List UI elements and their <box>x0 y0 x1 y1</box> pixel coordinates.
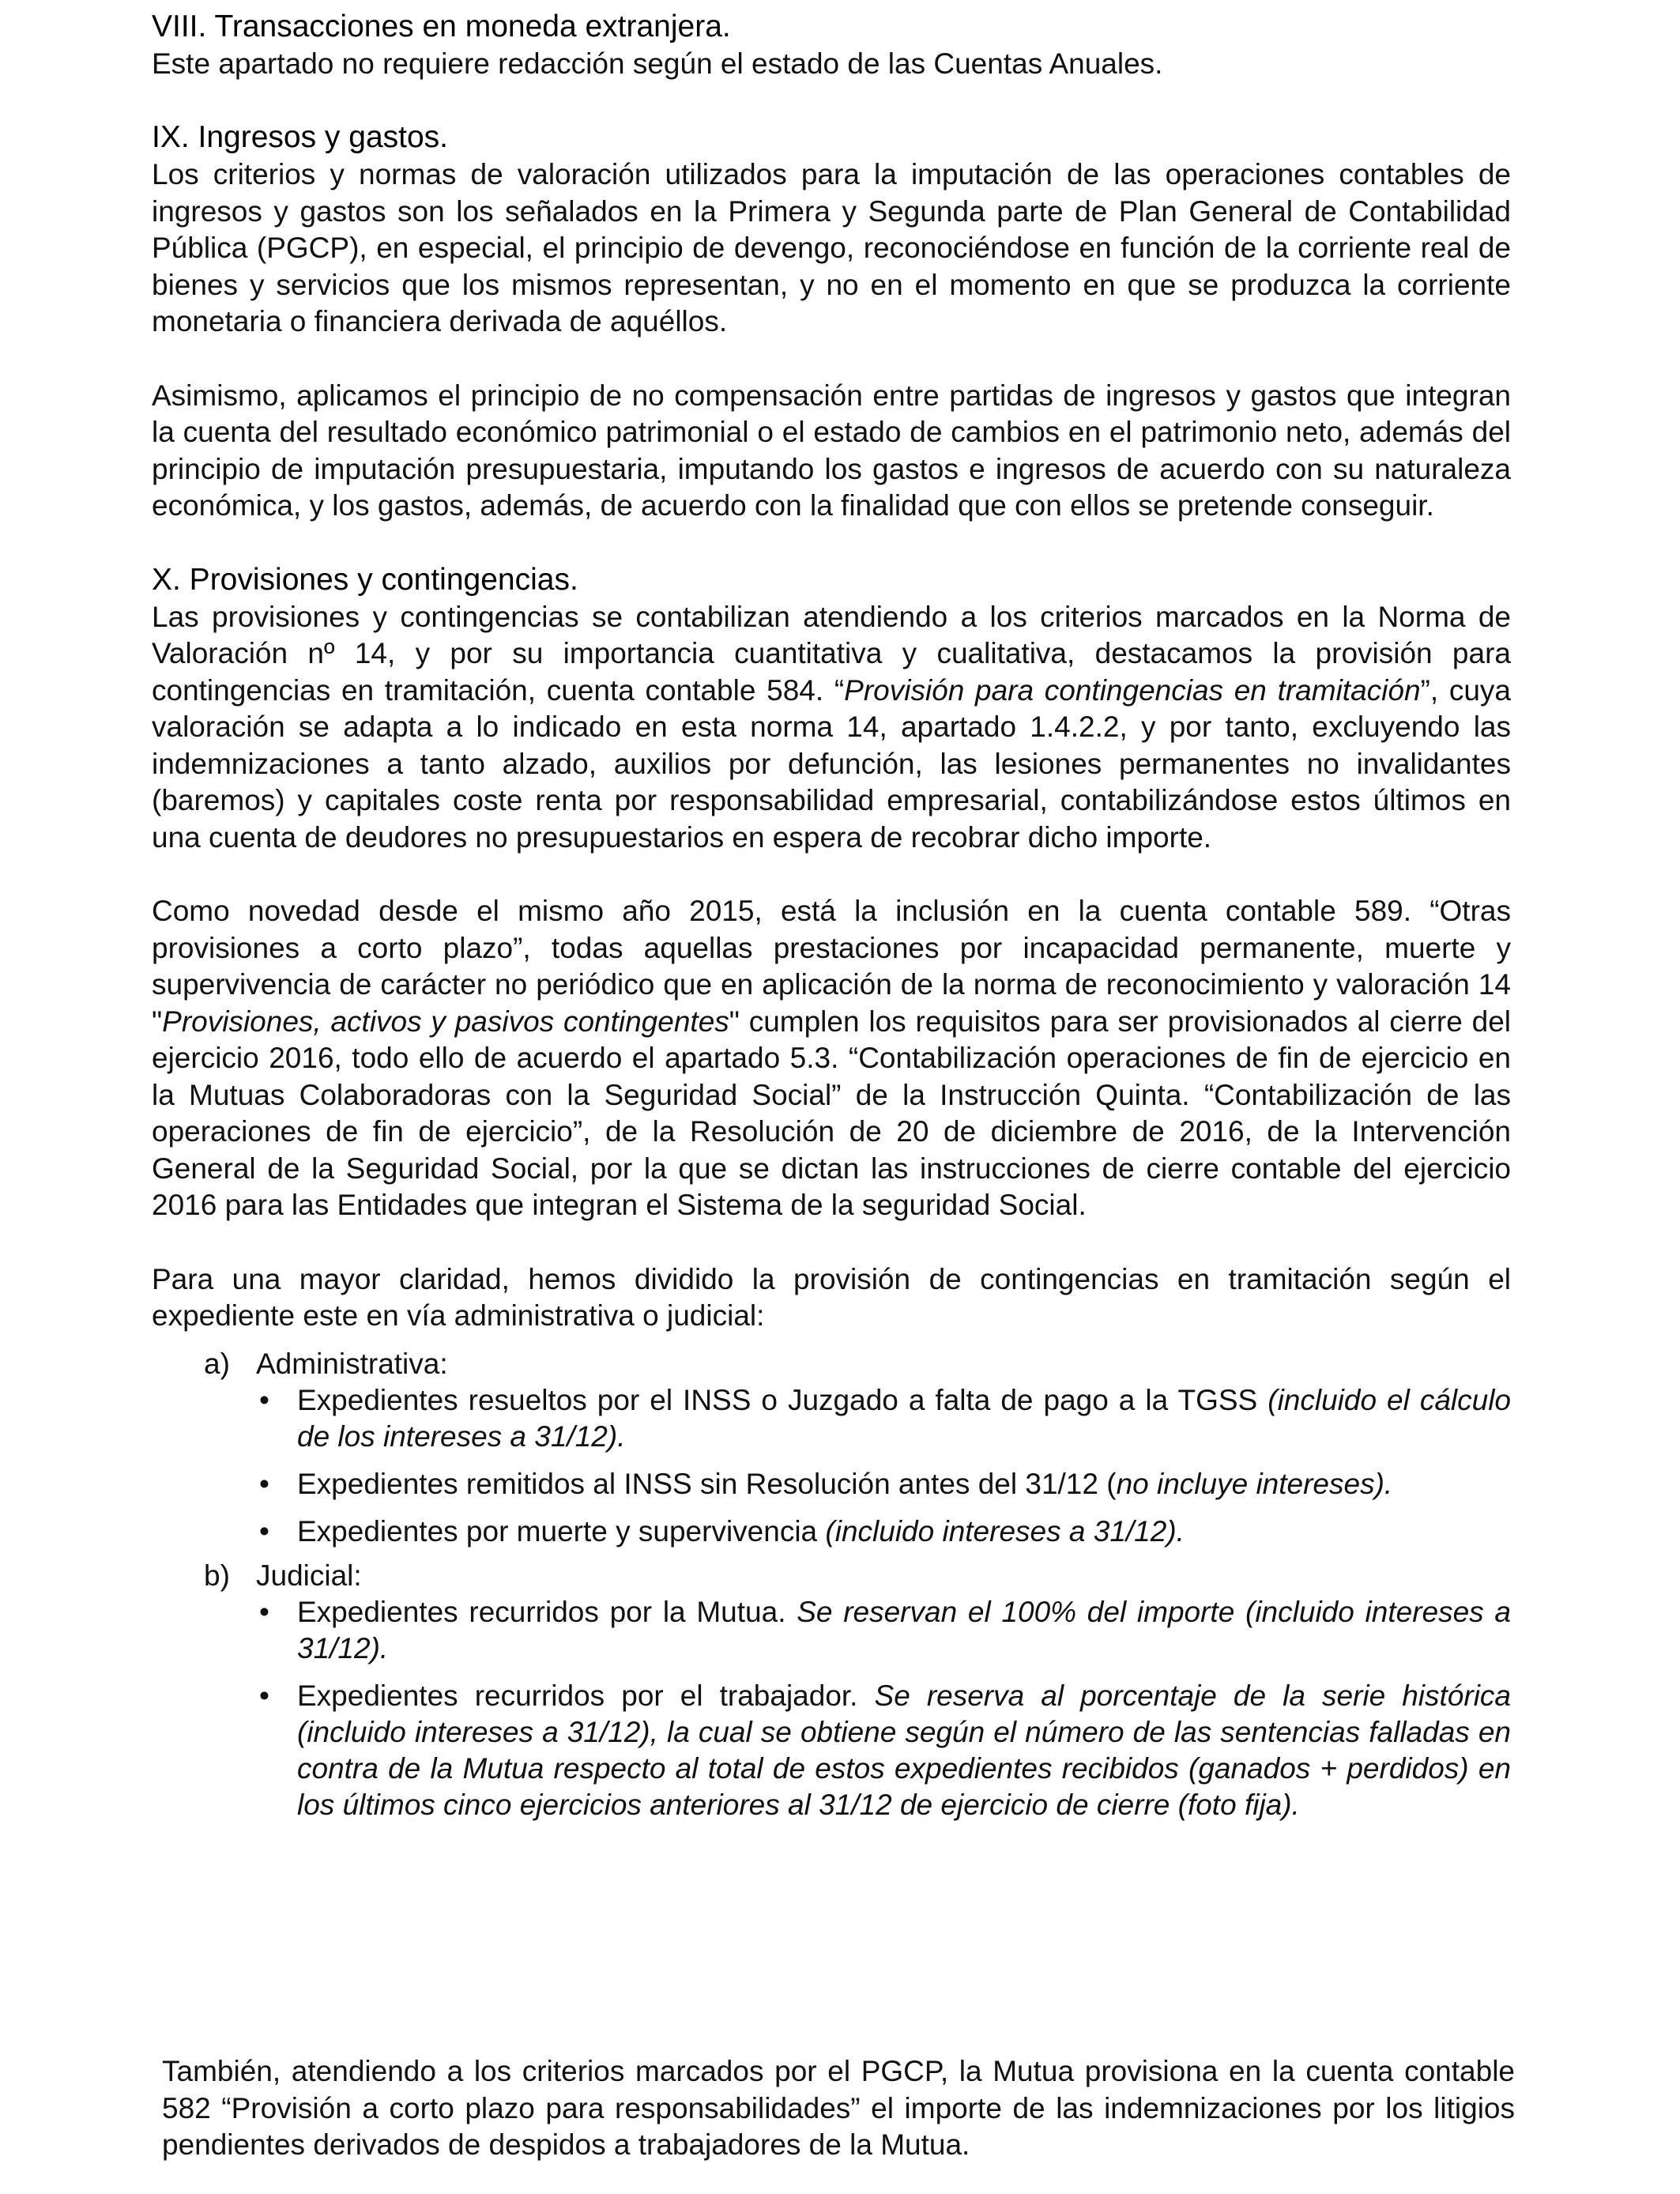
paragraph-provisiones-3: Para una mayor claridad, hemos dividido la provisión de contingencias en tramitación según el expediente este en vía administrativa o judicial: <box>152 1262 1511 1332</box>
paragraph-ingresos-2: Asimismo, aplicamos el principio de no compensación entre partidas de ingresos y gastos que integran la cuenta del resultado económico patrimonial o el estado de cambios en el patrimonio neto, además del principio de imputación presupuestaria, imputando los gastos e ingresos de acuerdo con su naturaleza económica, y los gastos, además, de acuerdo con la finalidad que con ellos se pretende conseguir. <box>152 379 1511 522</box>
paragraph-ingresos-1: Los criterios y normas de valoración utilizados para la imputación de las operaciones contables de ingresos y gastos son los señalados en la Primera y Segunda parte de Plan General de Contabilidad Pública (PGCP), en especial, el principio de devengo, reconociéndose en función de la corriente real de bienes y servicios que los mismos representan, y no en el momento en que se produzca la corriente monetaria o financiera derivada de aquéllos. <box>152 158 1511 337</box>
administrativa-bullets <box>256 1382 1511 1550</box>
paragraph-provision-litigios: También, atendiendo a los criterios marcados por el PGCP, la Mutua provisiona en la cuenta contable 582 “Provisión a corto plazo para responsabilidades” el importe de las indemnizaciones por los litigios pendientes derivados de despidos a trabajadores de la Mutua. <box>162 2055 1515 2161</box>
section-title-transacciones: VIII. Transacciones en moneda extranjera. <box>152 9 731 43</box>
list-item: • Expedientes recurridos por el trabajador. Se reserva al porcentaje de la serie histórica (incluido intereses a 31/12), la cual se obtiene según el número de las sentencias falladas en contra de la Mutua respecto al total de estos expedientes recibidos (ganados + perdidos) en los últimos cinco ejercicios anteriores al 31/12 de ejercicio de cierre (foto fija). <box>259 1679 1511 1821</box>
category-judicial <box>152 1558 1511 1823</box>
paragraph-provisiones-1: Las provisiones y contingencias se contabilizan atendiendo a los criterios marcados en la Norma de Valoración nº 14, y por su importancia cuantitativa y cualitativa, destacamos la provisión para contingencias en tramitación, cuenta contable 584. “Provisión para contingencias en tramitación”, cuya valoración se adapta a lo indicado en esta norma 14, apartado 1.4.2.2, y por tanto, excluyendo las indemnizaciones a tanto alzado, auxilios por defunción, las lesiones permanentes no invalidantes (baremos) y capitales coste renta por responsabilidad empresarial, contabilizándose estos últimos en una cuenta de deudores no presupuestarios en espera de recobrar dicho importe. <box>152 600 1511 854</box>
bullet-icon: • <box>259 1514 269 1547</box>
list-item: • Expedientes por muerte y supervivencia (incluido intereses a 31/12). <box>256 1514 1511 1550</box>
list-item: • Expedientes resueltos por el INSS o Juzgado a falta de pago a la TGSS (incluido el cálculo de los intereses a 31/12). <box>259 1383 1512 1453</box>
bullet-icon: • <box>259 1679 269 1712</box>
paragraph-provisiones-2: Como novedad desde el mismo año 2015, está la inclusión en la cuenta contable 589. “Otras provisiones a corto plazo”, todas aquellas prestaciones por incapacidad permanente, muerte y supervivencia de carácter no periódico que en aplicación de la norma de reconocimiento y valoración 14 "Provisiones, activos y pasivos contingentes" cumplen los requisitos para ser provisionados al cierre del ejercicio 2016, todo ello de acuerdo el apartado 5.3. “Contabilización operaciones de fin de ejercicio en la Mutuas Colaboradoras con la Seguridad Social” de la Instrucción Quinta. “Contabilización de las operaciones de fin de ejercicio”, de la Resolución de 20 de diciembre de 2016, de la Intervención General de la Seguridad Social, por la que se dictan las instrucciones de cierre contable del ejercicio 2016 para las Entidades que integran el Sistema de la seguridad Social. <box>152 895 1511 1221</box>
section-title-provisiones: X. Provisiones y contingencias. <box>152 562 578 597</box>
bullet-icon: • <box>259 1595 269 1628</box>
judicial-bullets <box>256 1594 1511 1823</box>
category-administrativa <box>152 1346 1511 1550</box>
category-title-judicial: Judicial: <box>256 1559 362 1592</box>
list-item: • Expedientes recurridos por la Mutua. Se reservan el 100% del importe (incluido intereses a 31/12). <box>259 1595 1511 1664</box>
document-body <box>152 8 1511 1823</box>
bullet-icon: • <box>259 1383 269 1416</box>
list-letter-a: a) <box>204 1347 230 1380</box>
bullet-icon: • <box>259 1467 269 1500</box>
list-item: • Expedientes remitidos al INSS sin Resolución antes del 31/12 (no incluye intereses). <box>256 1466 1511 1502</box>
provision-categories-list <box>152 1346 1511 1823</box>
category-title-administrativa: Administrativa: <box>256 1347 448 1380</box>
section-text-transacciones: Este apartado no requiere redacción según el estado de las Cuentas Anuales. <box>152 47 1163 80</box>
section-title-ingresos-gastos: IX. Ingresos y gastos. <box>152 120 449 154</box>
list-letter-b: b) <box>204 1559 230 1592</box>
